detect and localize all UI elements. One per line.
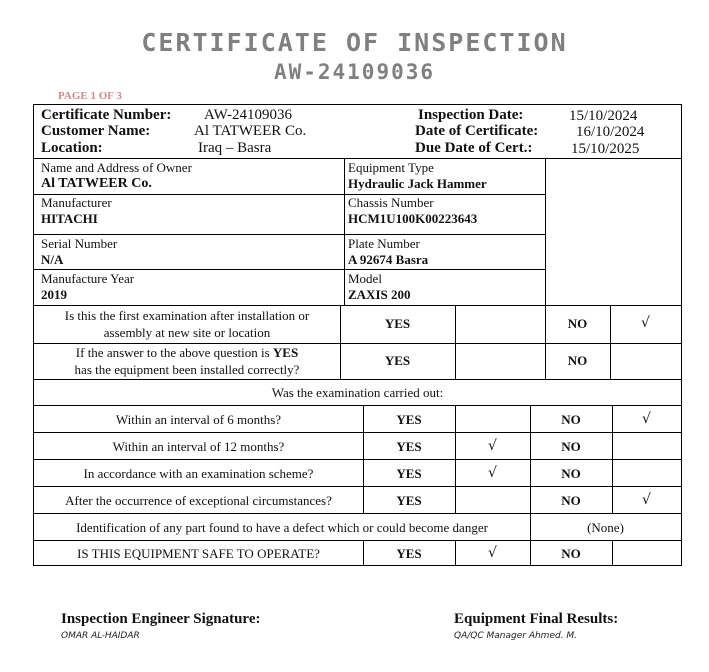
chassis-value: HCM1U100K00223643 <box>348 211 478 226</box>
location-value: Iraq – Basra <box>198 140 272 156</box>
q8-yes-check-icon: √ <box>488 545 497 561</box>
q3-no-check-icon: √ <box>642 411 651 427</box>
cert-number-label: Certificate Number: <box>41 107 172 123</box>
q6-no-check-icon: √ <box>642 492 651 508</box>
q5-yes-check-icon: √ <box>488 465 497 481</box>
manufacturer-label: Manufacturer <box>41 195 112 210</box>
q4-no-label: NO <box>561 439 581 454</box>
q8-text: IS THIS EQUIPMENT SAFE TO OPERATE? <box>77 546 320 561</box>
q4-yes-label: YES <box>396 439 422 454</box>
plate-value: A 92674 Basra <box>348 252 429 267</box>
model-value: ZAXIS 200 <box>348 287 411 302</box>
q8-yes-label: YES <box>396 546 422 561</box>
exam-heading: Was the examination carried out: <box>271 385 444 400</box>
q5-no-label: NO <box>561 466 581 481</box>
q1-text-line2: assembly at new site or location <box>103 325 271 340</box>
year-value: 2019 <box>41 287 67 302</box>
q4-text: Within an interval of 12 months? <box>112 439 285 454</box>
q2-text-line1: If the answer to the above question is YES <box>75 345 299 360</box>
inspection-date-value: 15/10/2024 <box>569 108 638 124</box>
page-label: PAGE 1 OF 3 <box>58 90 122 102</box>
q3-text: Within an interval of 6 months? <box>115 412 282 427</box>
q7-text: Identification of any part found to have a defect which or could become danger <box>76 520 488 535</box>
q3-no-label: NO <box>561 412 581 427</box>
due-date-label: Due Date of Cert.: <box>415 140 533 156</box>
equipment-type-label: Equipment Type <box>348 160 434 175</box>
engineer-signature-label: Inspection Engineer Signature: <box>61 611 261 627</box>
serial-label: Serial Number <box>41 236 118 251</box>
equipment-type-value: Hydraulic Jack Hammer <box>348 176 487 191</box>
q2-text-line2: has the equipment been installed correctly? <box>74 362 300 377</box>
year-label: Manufacture Year <box>41 271 135 286</box>
owner-value: Al TATWEER Co. <box>41 176 152 191</box>
q2-no-label: NO <box>567 353 588 368</box>
q2-yes-label: YES <box>384 353 411 368</box>
q6-text: After the occurrence of exceptional circumstances? <box>65 493 332 508</box>
q7-answer: (None) <box>587 520 624 535</box>
cert-date-value: 16/10/2024 <box>576 124 645 140</box>
q1-no-label: NO <box>567 316 588 331</box>
manufacturer-value: HITACHI <box>41 211 98 226</box>
certificate-table <box>33 104 682 566</box>
plate-label: Plate Number <box>348 236 420 251</box>
owner-label: Name and Address of Owner <box>41 160 192 175</box>
q4-yes-check-icon: √ <box>488 438 497 454</box>
cert-date-label: Date of Certificate: <box>415 123 539 139</box>
q6-yes-label: YES <box>396 493 422 508</box>
location-label: Location: <box>41 140 103 156</box>
q1-no-check-icon: √ <box>641 315 650 331</box>
cert-number-value: AW-24109036 <box>204 107 292 123</box>
q5-yes-label: YES <box>396 466 422 481</box>
due-date-value: 15/10/2025 <box>571 141 640 157</box>
final-results-label: Equipment Final Results: <box>454 611 619 627</box>
q1-yes-label: YES <box>384 316 411 331</box>
q5-text: In accordance with an examination scheme? <box>83 466 314 481</box>
model-label: Model <box>348 271 382 286</box>
customer-label: Customer Name: <box>41 123 151 139</box>
q3-yes-label: YES <box>396 412 422 427</box>
q1-text-line1: Is this the first examination after installation or <box>64 308 310 323</box>
q6-no-label: NO <box>561 493 581 508</box>
customer-value: Al TATWEER Co. <box>194 123 307 139</box>
inspection-date-label: Inspection Date: <box>418 107 524 123</box>
certificate-title: CERTIFICATE OF INSPECTION <box>141 28 568 57</box>
q8-no-label: NO <box>561 546 581 561</box>
chassis-label: Chassis Number <box>348 195 434 210</box>
certificate-code: AW-24109036 <box>273 60 436 84</box>
serial-value: N/A <box>41 252 64 267</box>
final-results-signer: QA/QC Manager Ahmed. M. <box>454 631 578 641</box>
engineer-signature-name: OMAR AL-HAIDAR <box>61 631 140 641</box>
